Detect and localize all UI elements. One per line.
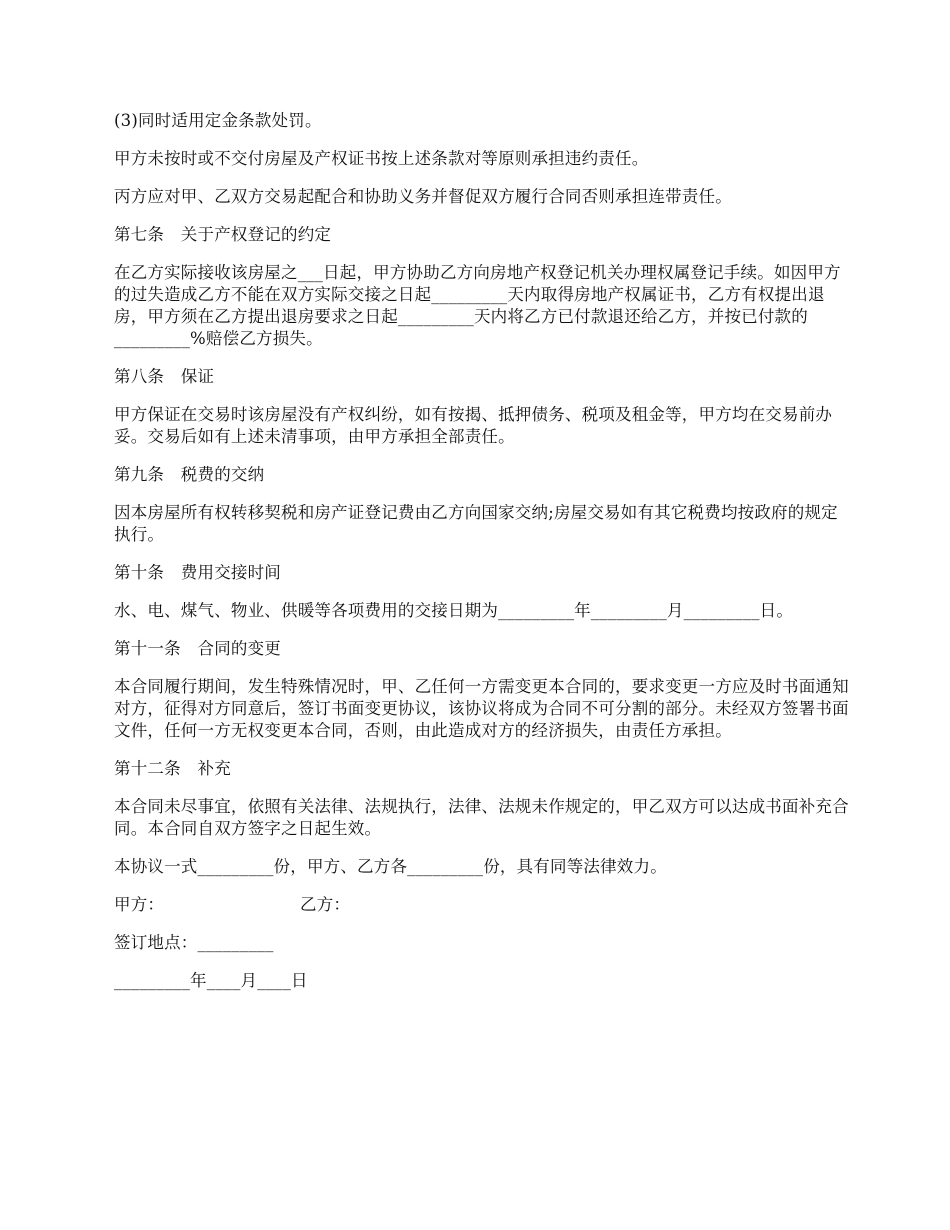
section-heading-11: 第十一条 合同的变更 <box>114 639 281 658</box>
signature-row <box>114 894 854 916</box>
clause-paragraph: 因本房屋所有权转移契税和房产证登记费由乙方向国家交纳;房屋交易如有其它税费均按政府的规定执行。 <box>114 503 838 544</box>
clause-paragraph: 甲方未按时或不交付房屋及产权证书按上述条款对等原则承担违约责任。 <box>114 149 649 168</box>
contract-page <box>114 110 854 1008</box>
section-heading-12: 第十二条 补充 <box>114 759 231 778</box>
party-b-label: 乙方： <box>300 895 351 914</box>
section-heading-7: 第七条 关于产权登记的约定 <box>114 225 332 244</box>
clause-paragraph: 本合同履行期间，发生特殊情况时，甲、乙任何一方需变更本合同的，要求变更一方应及时书面通知对方，征得对方同意后，签订书面变更协议，该协议将成为合同不可分割的部分。未经双方签署书面文件，任何一方无权变更本合同，否则，由此造成对方的经济损失，由责任方承担。 <box>114 677 849 740</box>
clause-paragraph: 甲方保证在交易时该房屋没有产权纠纷，如有按揭、抵押债务、税项及租金等，甲方均在交易前办妥。交易后如有上述未清事项，由甲方承担全部责任。 <box>114 405 833 446</box>
clause-paragraph: 丙方应对甲、乙双方交易起配合和协助义务并督促双方履行合同否则承担连带责任。 <box>114 187 732 206</box>
clause-paragraph: 本协议一式_________份，甲方、乙方各_________份，具有同等法律效力。 <box>114 857 667 876</box>
clause-paragraph: 本合同未尽事宜，依照有关法律、法规执行，法律、法规未作规定的，甲乙双方可以达成书面补充合同。本合同自双方签字之日起生效。 <box>114 797 849 838</box>
section-heading-10: 第十条 费用交接时间 <box>114 563 281 582</box>
sign-place: 签订地点：_________ <box>114 933 274 952</box>
clause-paragraph: (3)同时适用定金条款处罚。 <box>114 111 322 130</box>
clause-paragraph: 水、电、煤气、物业、供暖等各项费用的交接日期为_________年_________月_________日。 <box>114 601 794 620</box>
section-heading-8: 第八条 保证 <box>114 367 215 386</box>
clause-paragraph: 在乙方实际接收该房屋之___日起，甲方协助乙方向房地产权登记机关办理权属登记手续。如因甲方的过失造成乙方不能在双方实际交接之日起_________天内取得房地产权属证书，乙方有权提出退房，甲方须在乙方提出退房要求之日起_________天内将乙方已付款退还给乙方，并按已付款的_________%赔偿乙方损失。 <box>114 263 841 348</box>
party-a-label: 甲方： <box>114 895 165 914</box>
sign-date: _________年____月____日 <box>114 971 308 990</box>
section-heading-9: 第九条 税费的交纳 <box>114 465 265 484</box>
